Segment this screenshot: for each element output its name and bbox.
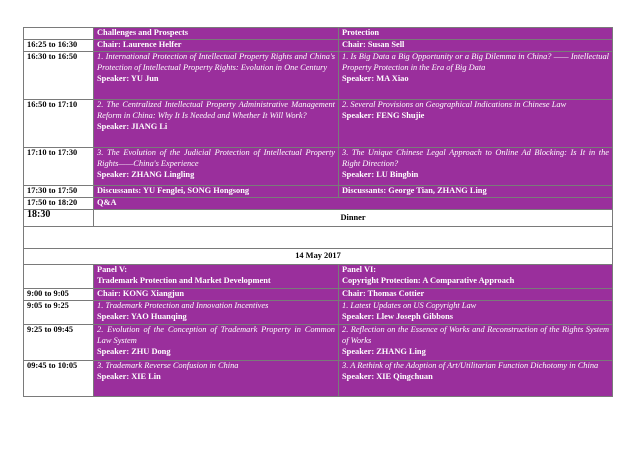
session-cell (339, 40, 613, 52)
session-cell (339, 52, 613, 100)
spacer-row (24, 227, 613, 249)
session-cell (94, 100, 339, 148)
day1-left-header (94, 28, 339, 40)
session-cell (339, 301, 613, 325)
spacer-cell (24, 227, 613, 249)
dinner-cell (94, 210, 613, 227)
speaker-label: Speaker: MA Xiao (342, 73, 409, 83)
time-cell: 16:25 to 16:30 (24, 40, 94, 52)
table-row (24, 148, 613, 186)
panel-vi-header (339, 265, 613, 289)
day1-header-row (24, 28, 613, 40)
panel-v-header (94, 265, 339, 289)
schedule-table (23, 27, 613, 397)
talk-title: 1. International Protection of Intellectual Property Rights and China's Protection of Intellectual Property Rights: Evolution in One Century (97, 52, 335, 72)
session-cell (339, 289, 613, 301)
table-row (24, 325, 613, 361)
qa-cell (94, 198, 613, 210)
talk-title: 3. The Unique Chinese Legal Approach to Online Ad Blocking: Is It in the Right Direction? (342, 148, 609, 168)
speaker-label: Speaker: YAO Huanqing (97, 311, 187, 321)
time-cell (24, 265, 94, 289)
speaker-label: Speaker: ZHANG Lingling (97, 169, 195, 179)
table-row (24, 52, 613, 100)
qa-row (24, 198, 613, 210)
time-cell: 9:00 to 9:05 (24, 289, 94, 301)
session-cell (94, 301, 339, 325)
table-row (24, 100, 613, 148)
session-cell (94, 325, 339, 361)
talk-title: 2. Reflection on the Essence of Works and Reconstruction of the Rights System of Works (342, 325, 609, 345)
dinner-label: Dinner (340, 212, 366, 222)
speaker-label: Speaker: Llew Joseph Gibbons (342, 311, 453, 321)
chair-label: Chair: Susan Sell (342, 40, 405, 49)
talk-title: 3. Trademark Reverse Confusion in China (97, 361, 239, 370)
talk-title: 2. Several Provisions on Geographical Indications in Chinese Law (342, 100, 567, 109)
table-row (24, 186, 613, 198)
day1-right-header (339, 28, 613, 40)
time-cell: 17:50 to 18:20 (24, 198, 94, 210)
speaker-label: Speaker: YU Jun (97, 73, 159, 83)
talk-title: 1. Latest Updates on US Copyright Law (342, 301, 477, 310)
date-label: 14 May 2017 (295, 251, 341, 261)
dinner-row (24, 210, 613, 227)
panel-title: Trademark Protection and Market Development (97, 275, 271, 285)
panel-number: Panel VI: (342, 265, 377, 274)
session-cell (94, 148, 339, 186)
time-cell: 18:30 (24, 210, 94, 227)
speaker-label: Speaker: ZHANG Ling (342, 346, 426, 356)
talk-title: 1. Is Big Data a Big Opportunity or a Big Dilemma in China? —— Intellectual Property Protection in the Era of Big Data (342, 52, 609, 72)
session-cell (94, 361, 339, 397)
session-cell (94, 40, 339, 52)
session-cell (339, 100, 613, 148)
panel-title: Copyright Protection: A Comparative Approach (342, 275, 515, 285)
qa-label: Q&A (97, 198, 117, 207)
date-cell (24, 249, 613, 265)
time-cell: 17:30 to 17:50 (24, 186, 94, 198)
panel-title: Challenges and Prospects (97, 28, 189, 37)
day2-header-row (24, 265, 613, 289)
table-row (24, 289, 613, 301)
time-cell: 17:10 to 17:30 (24, 148, 94, 186)
talk-title: 2. Evolution of the Conception of Trademark Property in Common Law System (97, 325, 335, 345)
session-cell (94, 52, 339, 100)
speaker-label: Speaker: ZHU Dong (97, 346, 171, 356)
time-cell: 9:25 to 09:45 (24, 325, 94, 361)
chair-label: Chair: Laurence Helfer (97, 40, 182, 49)
table-row (24, 361, 613, 397)
speaker-label: Speaker: XIE Lin (97, 371, 161, 381)
session-cell (339, 325, 613, 361)
talk-title: 2. The Centralized Intellectual Property Administrative Management Reform in China: Why It Is Needed and Whether It Will Work? (97, 100, 335, 120)
discussants-label: Discussants: George Tian, ZHANG Ling (342, 186, 487, 195)
table-row (24, 40, 613, 52)
table-row (24, 301, 613, 325)
panel-title: Protection (342, 28, 380, 37)
discussants-label: Discussants: YU Fenglei, SONG Hongsong (97, 186, 250, 195)
talk-title: 3. The Evolution of the Judicial Protection of Intellectual Property Rights——China's Experience (97, 148, 335, 168)
session-cell (94, 289, 339, 301)
time-cell (24, 28, 94, 40)
speaker-label: Speaker: FENG Shujie (342, 110, 425, 120)
session-cell (339, 186, 613, 198)
chair-label: Chair: KONG Xiangjun (97, 289, 185, 298)
time-cell: 16:50 to 17:10 (24, 100, 94, 148)
panel-number: Panel V: (97, 265, 128, 274)
session-cell (339, 361, 613, 397)
date-row (24, 249, 613, 265)
time-cell: 09:45 to 10:05 (24, 361, 94, 397)
time-cell: 9:05 to 9:25 (24, 301, 94, 325)
talk-title: 3. A Rethink of the Adoption of Art/Utilitarian Function Dichotomy in China (342, 361, 599, 370)
chair-label: Chair: Thomas Cottier (342, 289, 425, 298)
speaker-label: Speaker: JIANG Li (97, 121, 168, 131)
session-cell (94, 186, 339, 198)
talk-title: 1. Trademark Protection and Innovation Incentives (97, 301, 269, 310)
speaker-label: Speaker: XIE Qingchuan (342, 371, 433, 381)
time-cell: 16:30 to 16:50 (24, 52, 94, 100)
speaker-label: Speaker: LU Bingbin (342, 169, 419, 179)
session-cell (339, 148, 613, 186)
